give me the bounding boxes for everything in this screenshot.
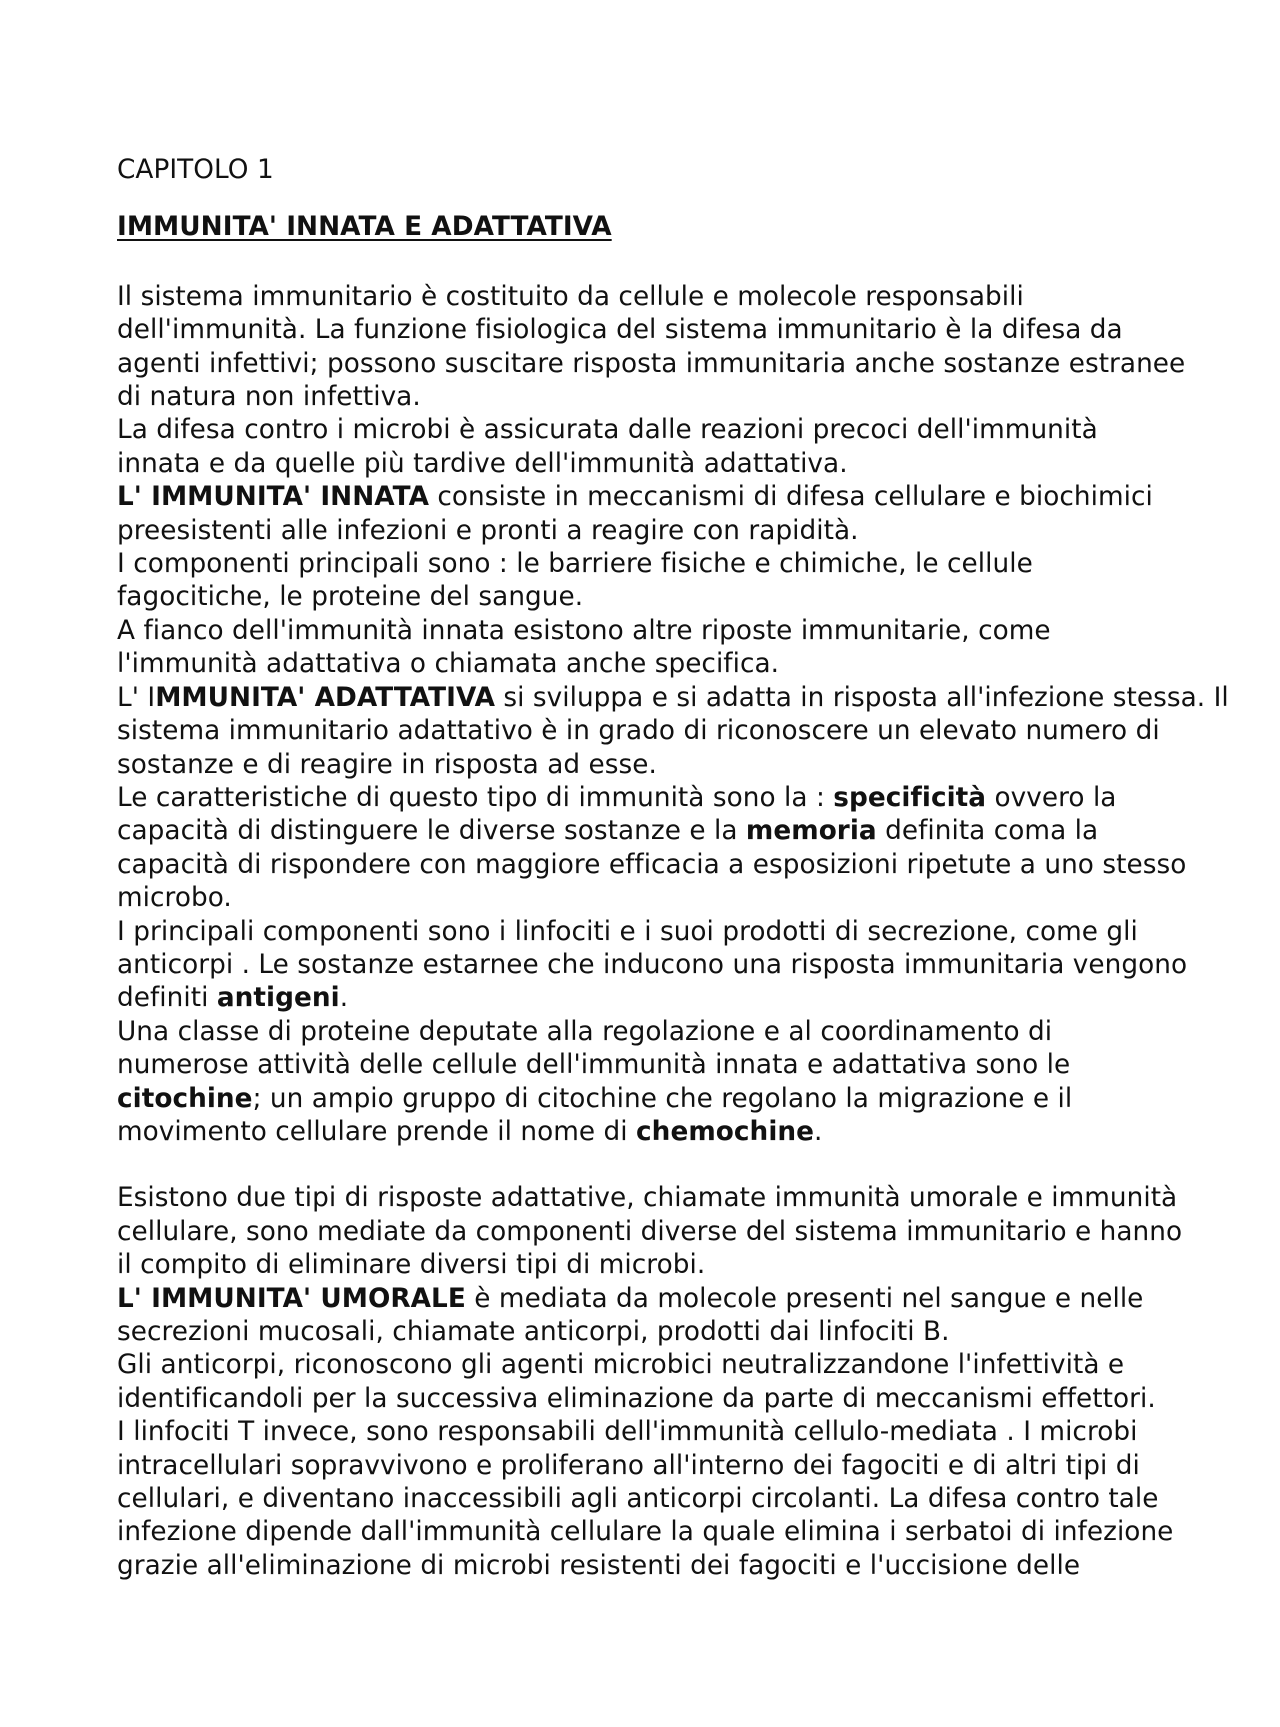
text-line: infezione dipende dall'immunità cellulare la quale elimina i serbatoi di infezione: [117, 1517, 1174, 1548]
text-line: La difesa contro i microbi è assicurata dalle reazioni precoci dell'immunità: [117, 415, 1098, 446]
text-line: l'immunità adattativa o chiamata anche specifica.: [117, 649, 780, 680]
text-run: ovvero la: [986, 782, 1117, 813]
paragraph-immune-system: [117, 281, 1186, 415]
text-line: [117, 782, 1180, 815]
text-line: fagocitiche, le proteine del sangue.: [117, 582, 584, 613]
text-run: ; un ampio gruppo di citochine che regolano la migrazione e il: [252, 1083, 1073, 1114]
term-innate-immunity: L' IMMUNITA' INNATA: [117, 482, 429, 513]
text-line: agenti infettivi; possono suscitare risposta immunitaria anche sostanze estranee: [117, 348, 1186, 379]
text-line: I componenti principali sono : le barriere fisiche e chimiche, le cellule: [117, 549, 1033, 580]
paragraph-humoral-immunity: [117, 1283, 1180, 1350]
text-line: secrezioni mucosali, chiamate anticorpi, prodotti dai linfociti B.: [117, 1317, 950, 1347]
paragraph-innate-immunity: [117, 481, 1180, 548]
text-line: I linfociti T invece, sono responsabili dell'immunità cellulo-mediata . I microbi: [117, 1417, 1138, 1448]
paragraph-components: [117, 548, 1180, 615]
text-run: .: [339, 983, 349, 1014]
text-line: Una classe di proteine deputate alla regolazione e al coordinamento di: [117, 1016, 1053, 1047]
text-line: anticorpi . Le sostanze estarnee che inducono una risposta immunitaria vengono: [117, 949, 1188, 980]
text-line: Esistono due tipi di risposte adattative, chiamate immunità umorale e immunità: [117, 1183, 1178, 1214]
text-run: è mediata da molecole presenti nel sangue e nelle: [465, 1283, 1144, 1314]
chapter-label: CAPITOLO 1: [117, 155, 274, 185]
text-run: consiste in meccanismi di difesa cellulare e biochimici: [429, 482, 1153, 513]
term-memory: memoria: [745, 816, 877, 847]
term-humoral-immunity: L' IMMUNITA' UMORALE: [117, 1283, 466, 1314]
text-line: identificandoli per la successiva eliminazione da parte di meccanismi effettori.: [117, 1383, 1156, 1414]
text-line: preesistenti alle infezioni e pronti a reagire con rapidità.: [117, 515, 859, 546]
text-line: capacità di rispondere con maggiore efficacia a esposizioni ripetute a uno stesso: [117, 849, 1187, 880]
text-line: il compito di eliminare diversi tipi di microbi.: [117, 1250, 706, 1281]
paragraph-cytokines: [117, 1016, 1180, 1150]
term-chemokines: chemochine: [636, 1116, 815, 1147]
paragraph-other-responses: [117, 615, 1180, 682]
text-run: capacità di distinguere le diverse sostanze e la: [117, 816, 746, 847]
paragraph-two-responses: [117, 1182, 1183, 1282]
text-run: definiti: [117, 983, 217, 1014]
text-line: microbo.: [117, 883, 232, 914]
text-line: [117, 1116, 1180, 1149]
paragraph-defense: [117, 414, 1180, 481]
text-run: si sviluppa e si adatta in risposta all'infezione stessa. Il: [494, 682, 1229, 713]
text-run: Le caratteristiche di questo tipo di immunità sono la :: [117, 782, 834, 813]
text-line: dell'immunità. La funzione fisiologica del sistema immunitario è la difesa da: [117, 315, 1123, 346]
text-line: cellulare, sono mediate da componenti diverse del sistema immunitario e hanno: [117, 1216, 1183, 1247]
term-antigens: antigeni: [216, 983, 340, 1014]
term-adaptive-immunity: MMUNITA' ADATTATIVA: [155, 682, 495, 713]
paragraph-lymphocytes: [117, 916, 1188, 1016]
text-line: [117, 481, 1180, 514]
text-line: numerose attività delle cellule dell'immunità innata e adattativa sono le: [117, 1050, 1071, 1081]
text-line: [117, 682, 1229, 715]
text-line: grazie all'eliminazione di microbi resistenti dei fagociti e l'uccisione delle: [117, 1550, 1081, 1581]
text-run: definita coma la: [876, 816, 1099, 847]
text-line: [117, 1083, 1180, 1116]
text-line: [117, 1283, 1180, 1316]
text-line: sistema immunitario adattativo è in grado di riconoscere un elevato numero di: [117, 716, 1160, 747]
text-line: sostanze e di reagire in risposta ad esse.: [117, 749, 657, 780]
text-run: .: [814, 1116, 823, 1147]
paragraph-characteristics: [117, 782, 1187, 916]
text-line: di natura non infettiva.: [117, 382, 421, 413]
section-title: IMMUNITA' INNATA E ADATTATIVA: [117, 212, 612, 243]
paragraph-antibodies: [117, 1349, 1180, 1416]
text-run: movimento cellulare prende il nome di: [117, 1116, 637, 1147]
term-specificity: specificità: [833, 782, 987, 813]
text-line: Gli anticorpi, riconoscono gli agenti microbici neutralizzandone l'infettività e: [117, 1350, 1125, 1381]
paragraph-t-lymphocytes: [117, 1416, 1180, 1583]
text-line: [117, 982, 1180, 1015]
text-line: I principali componenti sono i linfociti e i suoi prodotti di secrezione, come gli: [117, 916, 1138, 947]
text-line: Il sistema immunitario è costituito da cellule e molecole responsabili: [117, 281, 1024, 312]
text-line: innata e da quelle più tardive dell'immunità adattativa.: [117, 448, 848, 479]
term-cytokines: citochine: [117, 1083, 253, 1114]
text-run: L' I: [117, 682, 156, 713]
text-line: cellulari, e diventano inaccessibili agli anticorpi circolanti. La difesa contro tale: [117, 1484, 1159, 1515]
text-line: A fianco dell'immunità innata esistono altre riposte immunitarie, come: [117, 615, 1051, 646]
paragraph-adaptive-immunity: [117, 682, 1229, 782]
text-line: intracellulari sopravvivono e proliferano all'interno dei fagociti e di altri tipi di: [117, 1450, 1140, 1481]
text-line: [117, 815, 1180, 848]
